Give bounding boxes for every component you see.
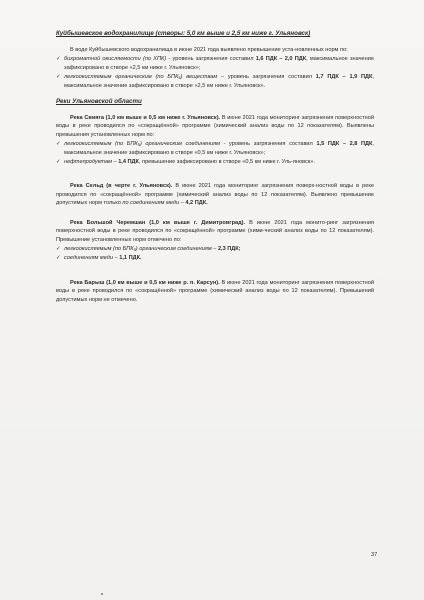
river-sviyaga-list <box>56 140 374 166</box>
river-sviyaga-paragraph: Река Свияга (1,0 км выше и 0,5 км ниже г. Ульяновск). В июне 2021 года мониторинг загрязнения поверхностной воды в реке проводился по «сокращённой» программе (химический анализ воды по 12 показателям). Выявлены превышения установленных норм по: <box>56 115 374 138</box>
section-heading-reservoir: Куйбышевское водохранилище (створы: 5,0 км выше и 2,5 км ниже г. Ульяновск) <box>56 30 311 37</box>
page-content <box>56 30 374 305</box>
list-item: ✓ нефтепродуктам – 1,4 ПДК, превышение зафиксировано в створе «0,5 км ниже г. Уль-яновск». <box>56 159 315 166</box>
section-heading-rivers: Реки Ульяновской области <box>56 98 142 106</box>
checkmark-icon: ✓ <box>56 74 61 81</box>
river-barysh-paragraph: Река Барыш (1,0 км выше и 0,5 км ниже р. п. Карсун). В июне 2021 года мониторинг загрязнения поверхностной воды в реке проводился по «сокращённой» программе (химический анализ воды по 12 показателям). Превышений допустимых норм не отмечено. <box>56 279 374 303</box>
list-item: ✓ бихроматной окисляемости (по ХПК) - уровень загрязнения составил 1,6 ПДК – 2,0 ПДК, максимальное значение зафиксировано в створе «2,5 км ниже г. Ульяновск»; <box>56 56 374 71</box>
checkmark-icon: ✓ <box>56 159 61 166</box>
list-item: ✓ легкоокисляемым (по БПК₅) органическим соединениям – 2,3 ПДК; <box>56 245 241 252</box>
checkmark-icon: ✓ <box>56 255 61 262</box>
river-seld-paragraph: Река Сельд (в черте г. Ульяновск). В июне 2021 года мониторинг загрязнения поверх-ностной воды в реке проводился по «сокращённой» программе (химический анализ воды по 12 показателям). Выявлено превышение допустимых норм только по соединениям меди – 4,2 ПДК. <box>56 183 375 207</box>
list-item: ✓ легкоокисляемым органическим (по БПК₅) веществам – уровень загрязнения составил 1,7 ПДК – 1,9 ПДК, максимальное значение зафиксировано в створе «2,5 км ниже г. Ульяновск». <box>56 74 374 89</box>
page-number: 37 <box>371 552 378 558</box>
river-cheremshan-list <box>56 245 374 263</box>
river-cheremshan-paragraph: Река Большой Черемшан (1,0 км выше г. Димитровград). В июне 2021 года монито-ринг загрязнения поверхностной воды в реке проводился по «сокращённой» программе (хими-ческий анализ воды по 12 показателям). Превышение установленных норм отмечено по: <box>56 219 375 243</box>
list-item: ✓ соединениям меди – 1,1 ПДК. <box>56 255 142 262</box>
checkmark-icon: ✓ <box>56 245 61 252</box>
list-item: ✓ легкоокисляемым (по БПК₅) органическим соединениям - уровень загрязнения составил 1,5 ПДК – 2,8 ПДК, максимальное значение зафиксировано в створе «0,5 км ниже г. Ульяновск»; <box>56 141 374 156</box>
reservoir-list <box>56 55 374 90</box>
reservoir-intro: В воде Куйбышевского водохранилища в июне 2021 года выявлено превышение уста-новленных норм по: <box>70 47 348 53</box>
checkmark-icon: ✓ <box>56 141 61 148</box>
scan-speck <box>101 593 103 595</box>
checkmark-icon: ✓ <box>56 56 61 63</box>
